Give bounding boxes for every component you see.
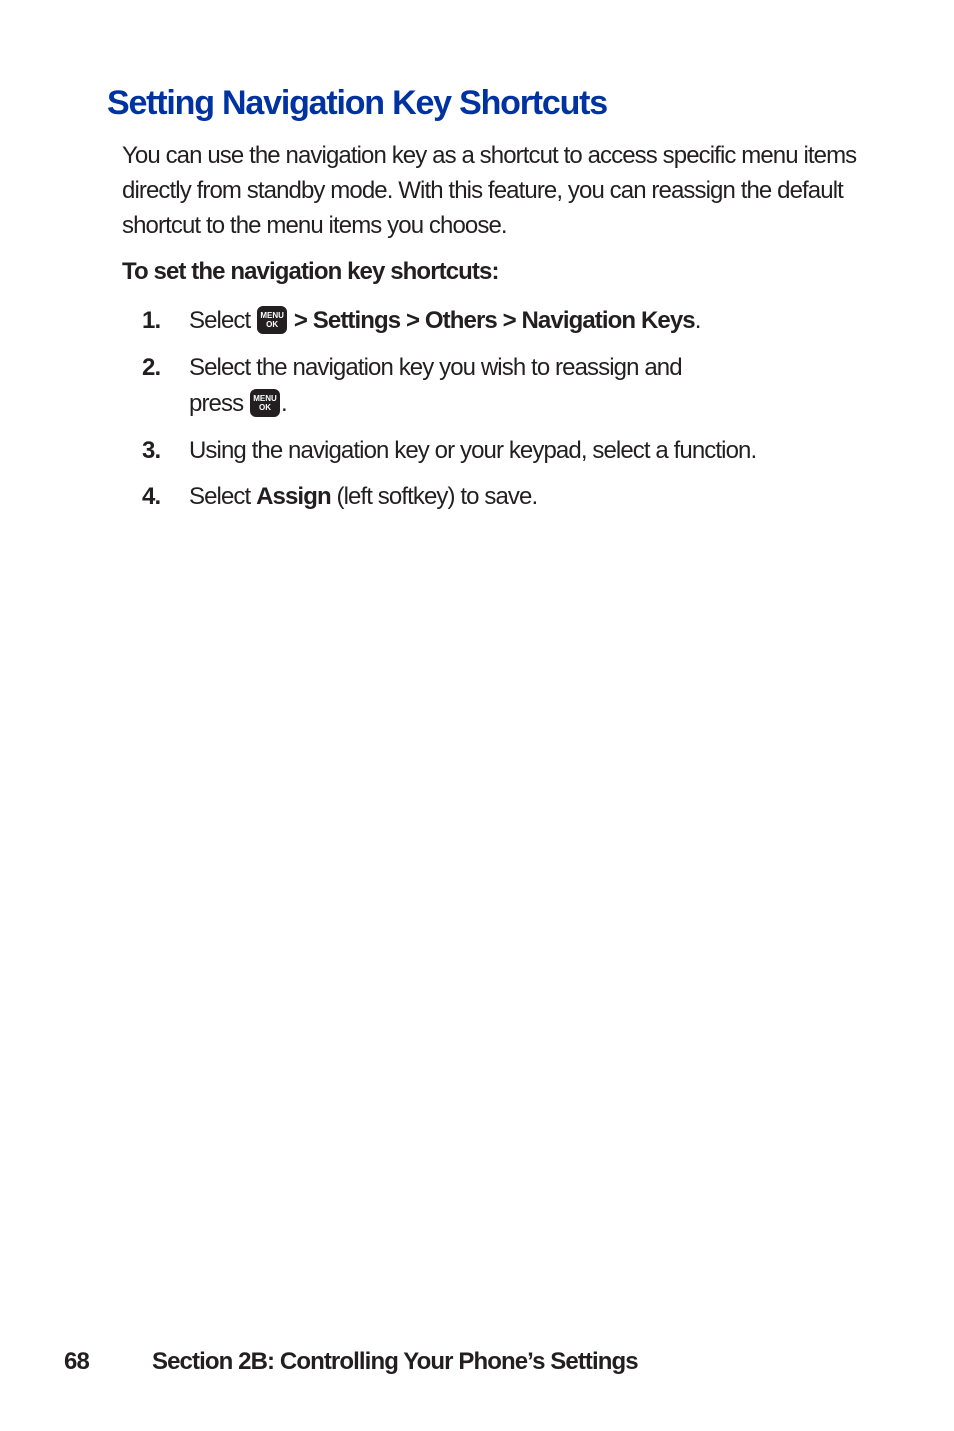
footer-section-title: Section 2B: Controlling Your Phone’s Settings bbox=[152, 1348, 638, 1375]
menu-path: > Settings > Others > Navigation Keys bbox=[293, 307, 695, 334]
step-number: 2. bbox=[142, 354, 161, 381]
intro-paragraph: You can use the navigation key as a shortcut to access specific menu items directly from standby mode. With this feature, you can reassign the default shortcut to the menu items you choose. bbox=[122, 142, 857, 239]
ok-key-label: OK bbox=[266, 319, 279, 329]
menu-key-label: MENU bbox=[260, 310, 284, 320]
ok-key-label: OK bbox=[258, 402, 271, 412]
page-title: Setting Navigation Key Shortcuts bbox=[107, 84, 608, 122]
footer-page-number: 68 bbox=[64, 1348, 89, 1375]
step-text-before: Select the navigation key you wish to reassign and press bbox=[189, 354, 682, 417]
step-text bbox=[189, 303, 769, 339]
step-text: Using the navigation key or your keypad, select a function. bbox=[189, 437, 757, 464]
step-number: 1. bbox=[142, 307, 161, 334]
step-text-after: (left softkey) to save. bbox=[336, 483, 538, 510]
procedure-heading: To set the navigation key shortcuts: bbox=[122, 258, 499, 285]
step-text-after: . bbox=[694, 307, 701, 334]
step-text-before: Select bbox=[189, 307, 251, 334]
menu-ok-key-icon bbox=[250, 389, 280, 417]
step-number: 4. bbox=[142, 483, 161, 510]
step-number: 3. bbox=[142, 437, 161, 464]
step-text-after: . bbox=[280, 390, 287, 417]
step-text bbox=[189, 350, 689, 422]
menu-ok-key-icon bbox=[257, 306, 287, 334]
step-text-before: Select bbox=[189, 483, 251, 510]
softkey-label: Assign bbox=[256, 483, 331, 510]
step-text bbox=[189, 479, 769, 515]
menu-key-label: MENU bbox=[253, 393, 277, 403]
